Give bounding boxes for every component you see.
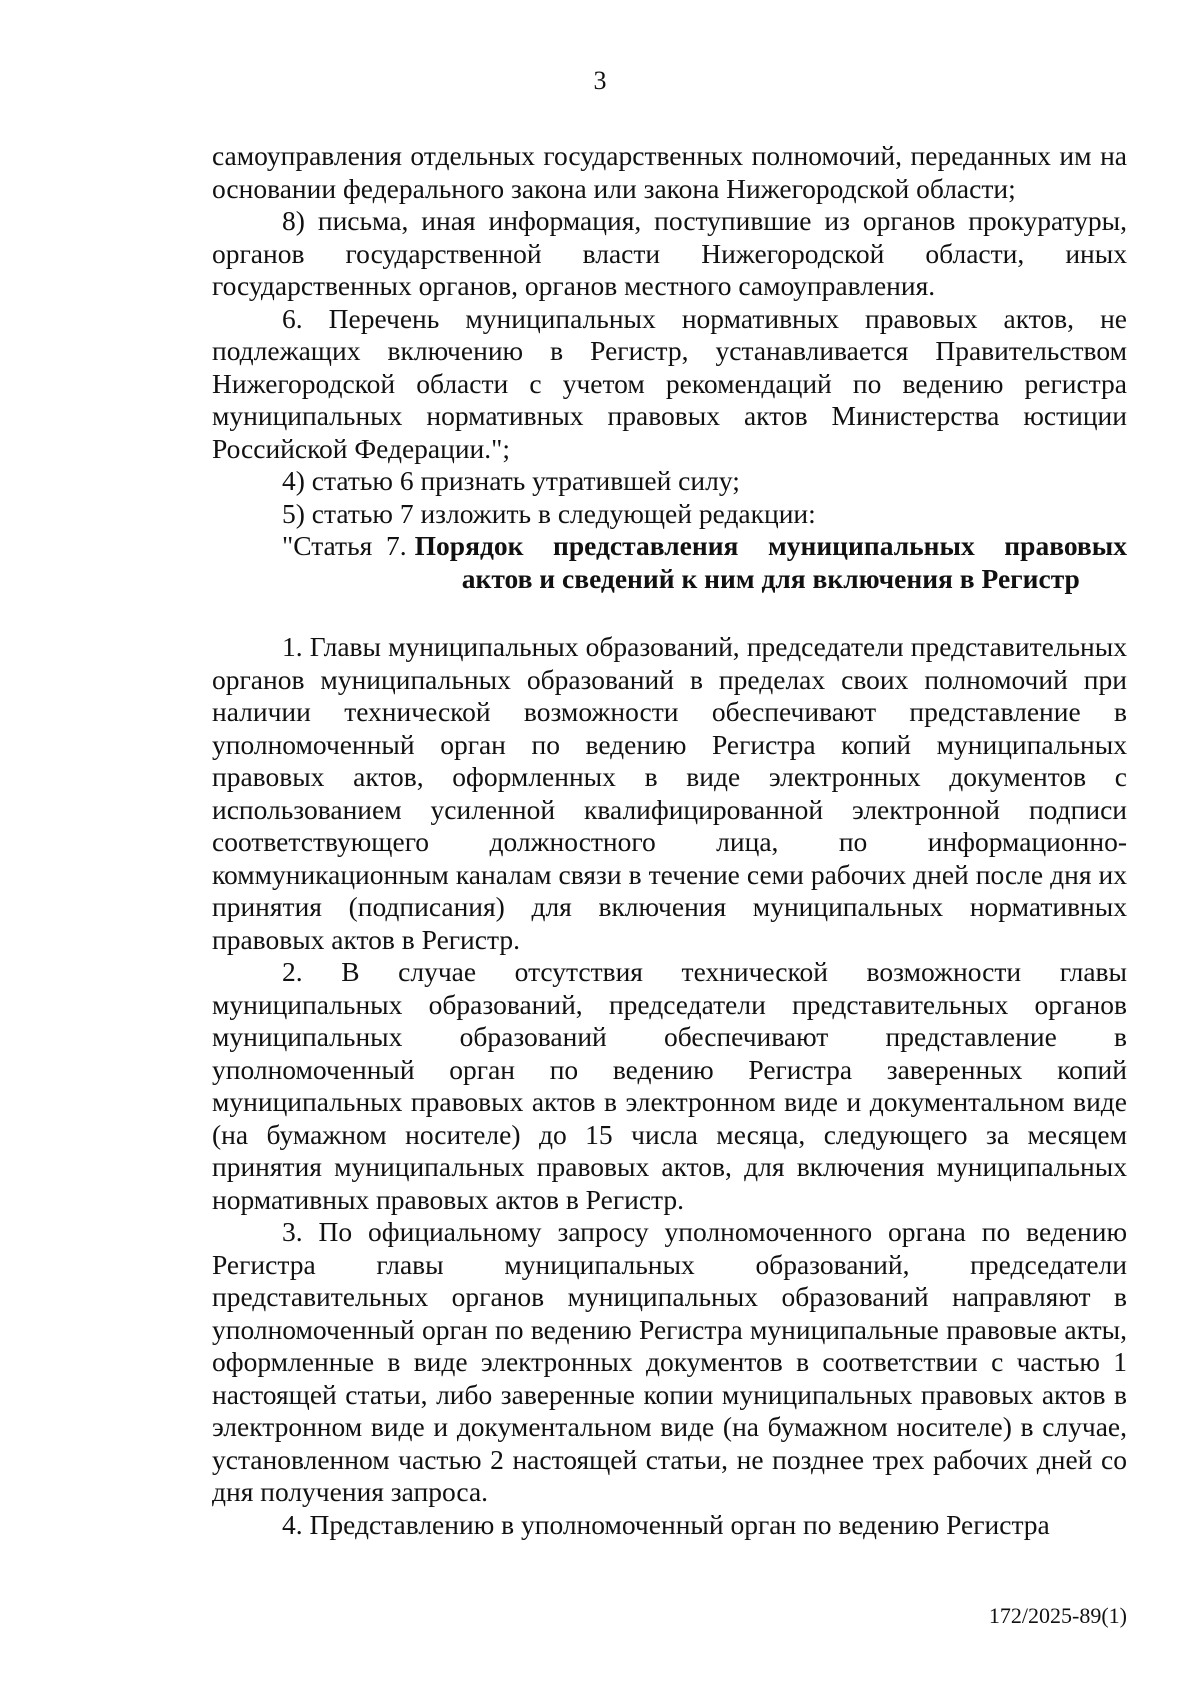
document-body — [212, 140, 1127, 1541]
paragraph: 3. По официальному запросу уполномоченного органа по ведению Регистра главы муниципальных образований, председатели представительных органов муниципальных образований направляют в уполномоченный орган по ведению Регистра муниципальные правовые акты, оформленные в виде электронных документов в соответствии с частью 1 настоящей статьи, либо заверенные копии муниципальных правовых актов в электронном виде и документальном виде (на бумажном носителе) в случае, установленном частью 2 настоящей статьи, не позднее трех рабочих дней со дня получения запроса. — [212, 1216, 1127, 1507]
paragraph: 1. Главы муниципальных образований, председатели представительных органов муниципальных образований в пределах своих полномочий при наличии технической возможности обеспечивают представление в уполномоченный орган по ведению Регистра копий муниципальных правовых актов, оформленных в виде электронных документов с использованием усиленной квалифицированной электронной подписи соответствующего должностного лица, по информационно-коммуникационным каналам связи в течение семи рабочих дней после дня их принятия (подписания) для включения муниципальных нормативных правовых актов в Регистр. — [212, 631, 1127, 955]
paragraphs-before-article — [212, 140, 1127, 530]
paragraph: 8) письма, иная информация, поступившие из органов прокуратуры, органов государственной власти Нижегородской области, иных государственных органов, органов местного самоуправления. — [212, 205, 1127, 301]
document-number: 172/2025-89(1) — [988, 1603, 1127, 1628]
paragraphs-after-article — [212, 631, 1127, 1541]
paragraph: 2. В случае отсутствия технической возможности главы муниципальных образований, председатели представительных органов муниципальных образований обеспечивают представление в уполномоченный орган по ведению Регистра заверенных копий муниципальных правовых актов в электронном виде и документальном виде (на бумажном носителе) до 15 числа месяца, следующего за месяцем принятия муниципальных правовых актов, для включения муниципальных нормативных правовых актов в Регистр. — [212, 956, 1127, 1215]
spacer — [212, 595, 1127, 631]
article-title: Порядок представления муниципальных правовых актов и сведений к ним для включения в Регистр — [414, 530, 1127, 594]
paragraph: 6. Перечень муниципальных нормативных правовых актов, не подлежащих включению в Регистр, устанавливается Правительством Нижегородской области с учетом рекомендаций по ведению регистра муниципальных нормативных правовых актов Министерства юстиции Российской Федерации."; — [212, 302, 1127, 464]
page-number: 3 — [593, 66, 607, 95]
article-heading — [212, 530, 1127, 595]
paragraph: 4. Представлению в уполномоченный орган по ведению Регистра — [282, 1508, 1050, 1540]
paragraph: 4) статью 6 признать утратившей силу; — [282, 465, 740, 496]
article-label: "Статья 7. — [282, 530, 407, 561]
paragraph: 5) статью 7 изложить в следующей редакции: — [282, 497, 816, 529]
paragraph: самоуправления отдельных государственных полномочий, переданных им на основании федерального закона или закона Нижегородской области; — [212, 140, 1127, 204]
